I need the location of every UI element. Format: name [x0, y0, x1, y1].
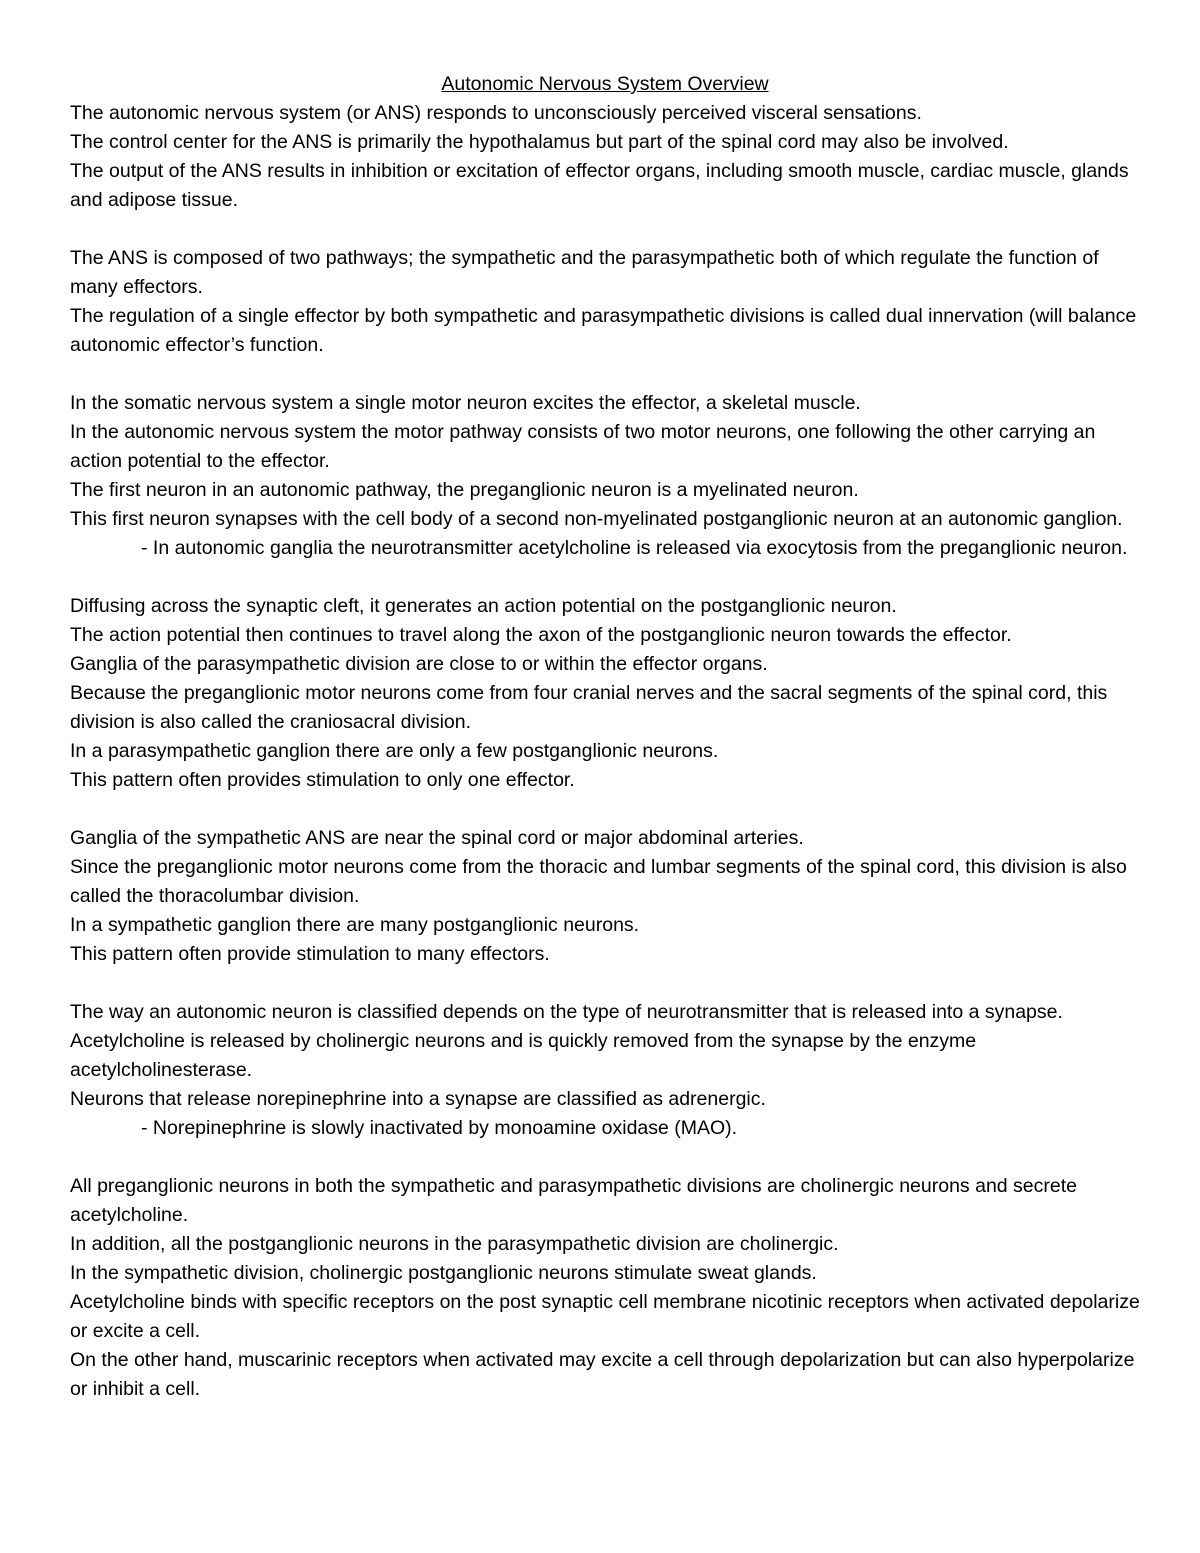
- paragraph: In the autonomic nervous system the motor pathway consists of two motor neurons, one following the other carrying an action potential to the effector.: [70, 421, 1096, 472]
- indented-paragraph: - Norepinephrine is slowly inactivated by monoamine oxidase (MAO).: [141, 1117, 738, 1139]
- paragraph-gap: [70, 1143, 1140, 1172]
- paragraph: Ganglia of the sympathetic ANS are near the spinal cord or major abdominal arteries.: [70, 827, 804, 849]
- paragraph-gap: [70, 360, 1140, 389]
- paragraph: All preganglionic neurons in both the sympathetic and parasympathetic divisions are cholinergic neurons and secrete acetylcholine.: [70, 1175, 1078, 1226]
- paragraph-gap: [70, 563, 1140, 592]
- paragraph: In addition, all the postganglionic neurons in the parasympathetic division are cholinergic.: [70, 1233, 839, 1255]
- paragraph: The action potential then continues to travel along the axon of the postganglionic neuron towards the effector.: [70, 624, 1012, 646]
- paragraph: This pattern often provide stimulation to many effectors.: [70, 943, 550, 965]
- paragraph-gap: [70, 795, 1140, 824]
- paragraph: This first neuron synapses with the cell body of a second non-myelinated postganglionic neuron at an autonomic ganglion.: [70, 508, 1123, 530]
- paragraph: The control center for the ANS is primarily the hypothalamus but part of the spinal cord may also be involved.: [70, 131, 1009, 153]
- indented-paragraph: - In autonomic ganglia the neurotransmitter acetylcholine is released via exocytosis from the preganglionic neuron.: [141, 537, 1128, 559]
- paragraph: Because the preganglionic motor neurons come from four cranial nerves and the sacral segments of the spinal cord, this division is also called the craniosacral division.: [70, 682, 1108, 733]
- paragraph: In the somatic nervous system a single motor neuron excites the effector, a skeletal muscle.: [70, 392, 861, 414]
- document-body: [70, 70, 1140, 1404]
- paragraph: The autonomic nervous system (or ANS) responds to unconsciously perceived visceral sensations.: [70, 102, 922, 124]
- paragraph: This pattern often provides stimulation to only one effector.: [70, 769, 575, 791]
- document-title: Autonomic Nervous System Overview: [441, 73, 769, 95]
- paragraph-gap: [70, 969, 1140, 998]
- paragraph: Neurons that release norepinephrine into a synapse are classified as adrenergic.: [70, 1088, 766, 1110]
- paragraph: The way an autonomic neuron is classified depends on the type of neurotransmitter that is released into a synapse.: [70, 1001, 1063, 1023]
- paragraph: Ganglia of the parasympathetic division are close to or within the effector organs.: [70, 653, 768, 675]
- paragraph: In a sympathetic ganglion there are many postganglionic neurons.: [70, 914, 640, 936]
- paragraph: The ANS is composed of two pathways; the sympathetic and the parasympathetic both of which regulate the function of many effectors.: [70, 247, 1099, 298]
- paragraph-gap: [70, 215, 1140, 244]
- paragraph: The output of the ANS results in inhibition or excitation of effector organs, including smooth muscle, cardiac muscle, glands and adipose tissue.: [70, 160, 1129, 211]
- paragraph: In the sympathetic division, cholinergic postganglionic neurons stimulate sweat glands.: [70, 1262, 817, 1284]
- paragraph: The regulation of a single effector by both sympathetic and parasympathetic divisions is called dual innervation (will balance autonomic effector’s function.: [70, 305, 1137, 356]
- paragraph: On the other hand, muscarinic receptors when activated may excite a cell through depolarization but can also hyperpolarize or inhibit a cell.: [70, 1349, 1135, 1400]
- paragraph: Since the preganglionic motor neurons come from the thoracic and lumbar segments of the spinal cord, this division is also called the thoracolumbar division.: [70, 856, 1127, 907]
- paragraph: Acetylcholine binds with specific receptors on the post synaptic cell membrane nicotinic receptors when activated depolarize or excite a cell.: [70, 1291, 1140, 1342]
- paragraph: Acetylcholine is released by cholinergic neurons and is quickly removed from the synapse by the enzyme acetylcholinesterase.: [70, 1030, 977, 1081]
- paragraph: The first neuron in an autonomic pathway, the preganglionic neuron is a myelinated neuron.: [70, 479, 859, 501]
- paragraph: Diffusing across the synaptic cleft, it generates an action potential on the postganglionic neuron.: [70, 595, 897, 617]
- paragraph: In a parasympathetic ganglion there are only a few postganglionic neurons.: [70, 740, 719, 762]
